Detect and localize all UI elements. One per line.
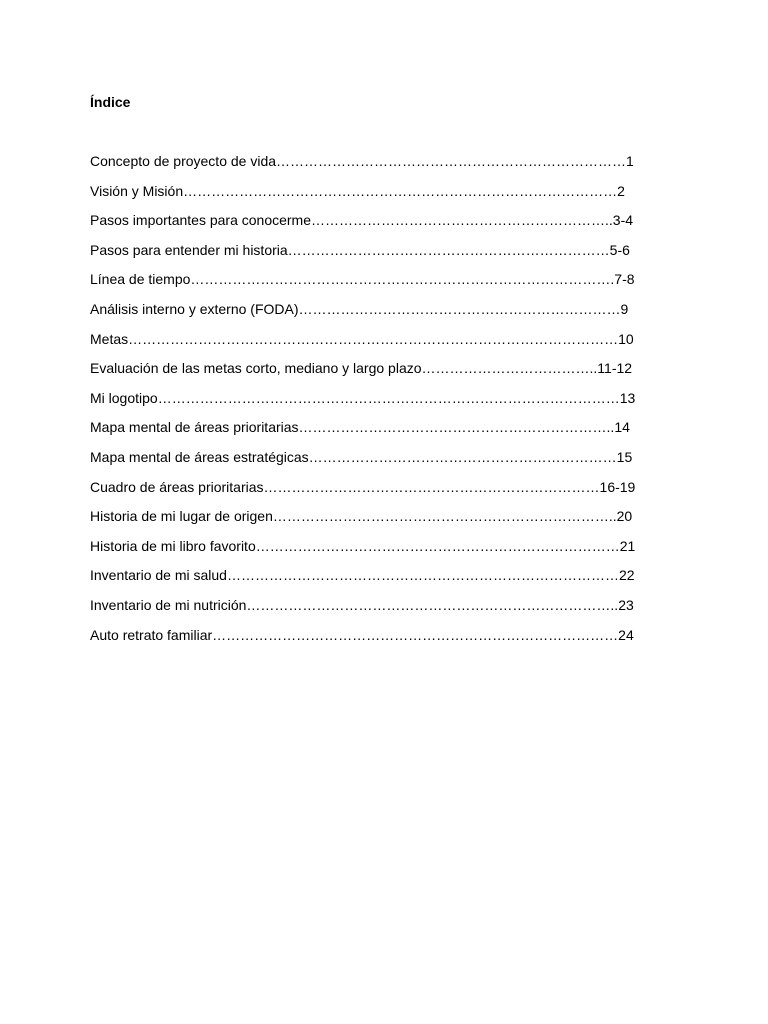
toc-entry-text: Historia de mi lugar de origen………………………………………………………………..20	[90, 508, 633, 525]
toc-entry	[90, 389, 680, 419]
toc-entry-text: Mapa mental de áreas prioritarias…………………………………………………………..14	[90, 419, 630, 436]
toc-entry-text: Visión y Misión…………………………………………………………………………………2	[90, 182, 625, 199]
toc-entry	[90, 478, 680, 508]
toc-entry	[90, 300, 680, 330]
toc-entry	[90, 182, 680, 212]
table-of-contents	[90, 152, 680, 655]
toc-entry	[90, 152, 680, 182]
toc-entry-text: Inventario de mi nutrición……………………………………………………………………..23	[90, 596, 634, 613]
toc-entry-text: Auto retrato familiar……………………………………………………………………………24	[90, 626, 634, 643]
toc-entry-text: Metas……………………………………………………………………………………………10	[90, 330, 634, 347]
toc-entry	[90, 448, 680, 478]
toc-entry-text: Concepto de proyecto de vida…………………………………………………………………1	[90, 153, 634, 169]
toc-entry	[90, 418, 680, 448]
toc-entry	[90, 537, 680, 567]
toc-entry-text: Pasos importantes para conocerme………………………………………………………..3-4	[90, 212, 634, 229]
toc-entry-text: Mapa mental de áreas estratégicas…………………………………………………………15	[90, 448, 633, 465]
page-title: Índice	[90, 94, 131, 110]
toc-entry-text: Historia de mi libro favorito……………………………………………………………………21	[90, 537, 636, 554]
toc-entry-text: Cuadro de áreas prioritarias………………………………………………………………16-19	[90, 478, 636, 495]
toc-entry	[90, 241, 680, 271]
toc-entry	[90, 507, 680, 537]
toc-entry	[90, 566, 680, 596]
toc-entry-text: Análisis interno y externo (FODA)……………………………………………………………9	[90, 300, 629, 317]
toc-entry	[90, 330, 680, 360]
toc-entry-text: Línea de tiempo……………………………………………………………………………….7-8	[90, 271, 635, 288]
toc-entry-text: Pasos para entender mi historia……………………………………………………………5-6	[90, 241, 630, 258]
toc-entry-text: Mi logotipo………………………………………………………………………………………13	[90, 389, 636, 406]
toc-entry	[90, 359, 680, 389]
toc-entry	[90, 211, 680, 241]
toc-entry	[90, 626, 680, 656]
toc-entry	[90, 596, 680, 626]
toc-entry	[90, 270, 680, 300]
toc-entry-text: Evaluación de las metas corto, mediano y largo plazo………………………………..11-12	[90, 360, 633, 377]
toc-entry-text: Inventario de mi salud…………………………………………………………………………22	[90, 567, 635, 584]
